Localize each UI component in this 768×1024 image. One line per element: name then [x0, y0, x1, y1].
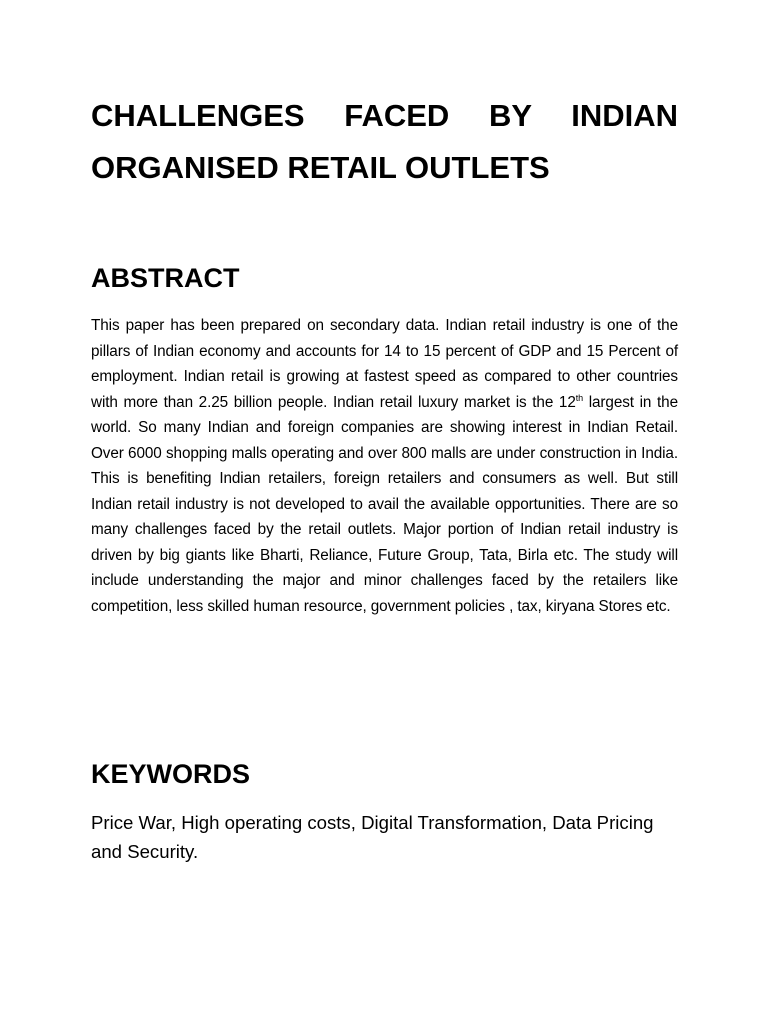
abstract-body [91, 313, 678, 619]
abstract-heading: ABSTRACT [91, 263, 240, 293]
paper-title: CHALLENGES FACED BY INDIAN ORGANISED RETAIL OUTLETS [91, 98, 678, 185]
abstract-text-part-1: This paper has been prepared on secondary data. Indian retail industry is one of the pillars of Indian economy and accounts for 14 to 15 percent of GDP and 15 Percent of employment. Indian retail is growing at fastest speed as compared to other countries with more than 2.25 billion people. Indian retail luxury market is the 12 [91, 317, 678, 411]
keywords-body: Price War, High operating costs, Digital Transformation, Data Pricing and Security. [91, 812, 654, 862]
keywords-heading: KEYWORDS [91, 759, 251, 789]
abstract-superscript: th [575, 392, 584, 403]
abstract-text-part-2: largest in the world. So many Indian and foreign companies are showing interest in Indian Retail. Over 6000 shopping malls operating and over 800 malls are under construction in India. This is benefiting Indian retailers, foreign retailers and consumers as well. But still Indian retail industry is not developed to avail the available opportunities. There are so many challenges faced by the retail outlets. Major portion of Indian retail industry is driven by big giants like Bharti, Reliance, Future Group, Tata, Birla etc. The study will include understanding the major and minor challenges faced by the retailers like competition, less skilled human resource, government policies , tax, kiryana Stores etc. [91, 393, 678, 615]
